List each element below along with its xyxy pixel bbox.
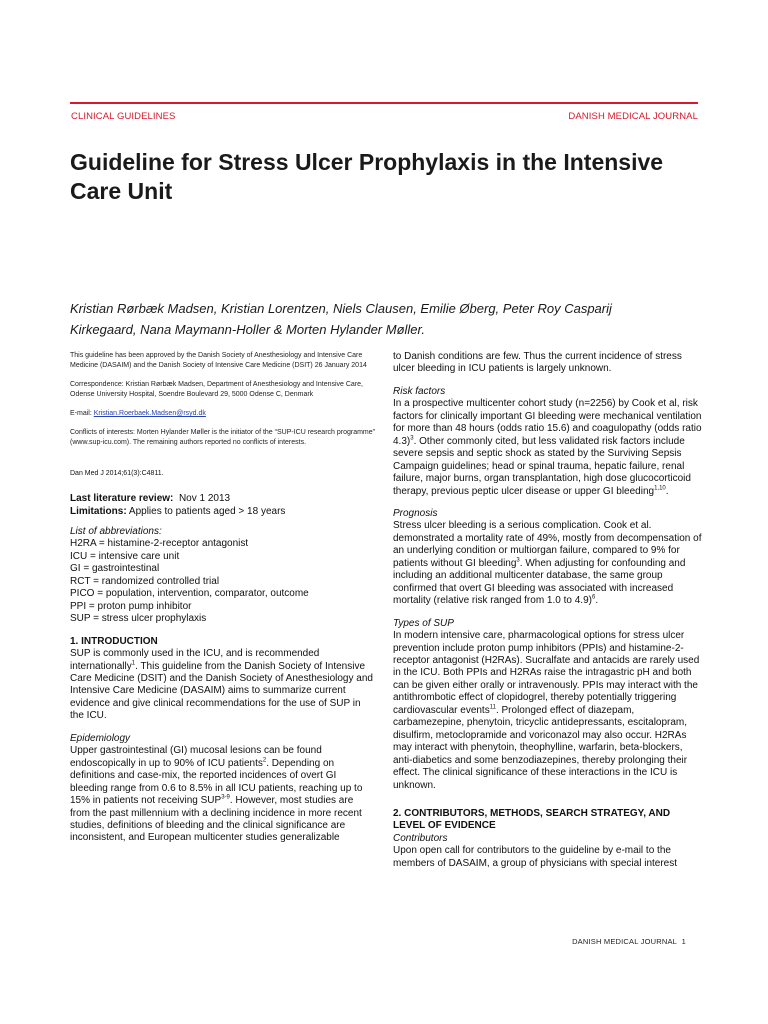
contributors-paragraph: Upon open call for contributors to the guideline by e-mail to the members of DASAIM, a group of physicians with special interest <box>393 845 678 869</box>
epidemiology-heading: Epidemiology <box>70 732 131 744</box>
last-review-label: Last literature review: <box>70 493 174 504</box>
abbreviation-item: ICU = intensive care unit <box>70 550 180 562</box>
epidemiology-continued: to Danish conditions are few. Thus the current incidence of stress ulcer bleeding in ICU patients is largely unknown. <box>393 351 682 375</box>
journal-name: DANISH MEDICAL JOURNAL <box>568 111 698 122</box>
abbreviation-item: SUP = stress ulcer prophylaxis <box>70 613 207 625</box>
header-rule <box>70 102 698 104</box>
abbreviation-heading: List of abbreviations: <box>70 526 162 537</box>
risk-factors-paragraph: In a prospective multicenter cohort study (n=2256) by Cook et al, risk factors for clinically important GI bleeding were mechanical ventilation for more than 48 hours (odds ratio 15.6) and coagulopathy (odds ratio 4.3)$^3$. Other commonly cited, but less validated risk factors include severe sepsis and septic shock as stated by the Surviving Sepsis Campaign guidelines; head or spinal trauma, hepatic failure, renal failure, major burns, organ transplantation, high dose glucocorticoid therapy, previous peptic ulcer disease or upper GI bleeding$^{1,10}$. <box>393 398 702 497</box>
prognosis-paragraph: Stress ulcer bleeding is a serious complication. Cook et al. demonstrated a mortality rate of 49%, mostly from decompensation of an underlying condition or multiorgan failure, compared to 9% for patients without GI bleeding$^3$. When adjusting for confounding and including an additional multicenter database, the same group confirmed that overt GI bleeding was associated with increased mortality (relative risk ranged from 1.0 to 4.9)$^6$. <box>393 520 702 607</box>
introduction-paragraph: SUP is commonly used in the ICU, and is recommended internationally$^1$. This guideline from the Danish Society of Intensive Care Medicine (DSIT) and the Danish Society of Anesthesiology and Intensive Care Medicine (DASAIM) aims to summarize current evidence and give clinical recommendations for the use of SUP in the ICU. <box>70 648 373 722</box>
last-review-value: Nov 1 2013 <box>178 493 231 504</box>
citation-line: Dan Med J 2014;61(3):C4811. <box>70 470 164 477</box>
section-label: CLINICAL GUIDELINES <box>71 111 176 122</box>
conflicts-note: Conflicts of interests: Morten Hylander Møller is the initiator of the “SUP-ICU research programme” (www.sup-icu.com). The remaining authors reported no conflicts of interests. <box>70 429 375 446</box>
email-link[interactable]: Kristian.Roerbaek.Madsen@rsyd.dk <box>93 410 206 417</box>
risk-factors-heading: Risk factors <box>393 385 446 397</box>
left-column <box>70 351 376 845</box>
epidemiology-paragraph: Upper gastrointestinal (GI) mucosal lesions can be found endoscopically in up to 90% of ICU patients$^2$. Depending on definitions and case-mix, the reported incidences of overt GI bleeding range from 0.6 to 8.5% in all ICU patients, reaching up to 15% in patients not receiving SUP$^{3-9}$. However, most studies are from the past millennium with a declining incidence in more recent studies, definitions of bleeding and the clinical significance are inconsistent, and European multicenter studies generalizable <box>70 745 363 844</box>
section-2-heading: 2. CONTRIBUTORS, METHODS, SEARCH STRATEGY, AND LEVEL OF EVIDENCE <box>393 807 671 832</box>
author-list <box>70 298 700 340</box>
author-line-2: Kirkegaard, Nana Maymann-Holler & Morten Hylander Møller. <box>70 322 425 337</box>
email-label: E-mail: <box>70 410 94 417</box>
introduction-heading: 1. INTRODUCTION <box>70 635 158 647</box>
footer-journal: DANISH MEDICAL JOURNAL <box>572 937 678 946</box>
limitations-value: Applies to patients aged > 18 years <box>128 505 286 517</box>
abbreviation-list <box>70 526 376 626</box>
right-column <box>393 351 703 870</box>
author-line-1: Kristian Rørbæk Madsen, Kristian Lorentzen, Niels Clausen, Emilie Øberg, Peter Roy Casparij <box>70 301 612 316</box>
abbreviation-item: PPI = proton pump inhibitor <box>70 600 192 612</box>
approval-note: This guideline has been approved by the Danish Society of Anesthesiology and Intensive Care Medicine (DASAIM) and the Danish Society of Intensive Care Medicine (DSIT) 26 January 2014 <box>70 352 367 369</box>
abbreviation-item: GI = gastrointestinal <box>70 563 160 575</box>
abbreviation-item: PICO = population, intervention, comparator, outcome <box>70 588 309 600</box>
limitations-line <box>70 506 376 519</box>
abbreviation-item: RCT = randomized controlled trial <box>70 575 220 587</box>
page-number: 1 <box>681 937 686 946</box>
prognosis-heading: Prognosis <box>393 507 438 519</box>
contributors-heading: Contributors <box>393 832 448 844</box>
types-of-sup-paragraph: In modern intensive care, pharmacological options for stress ulcer prevention include proton pump inhibitors (PPIs) and histamine-2-receptor antagonist (H2RAs). Sucralfate and antacids are rarely used in the ICU. Both PPIs and H2RAs raise the intragastric pH and both can be given either orally or intravenously. PPIs may interact with the antithrombotic effect of clopidogrel, thereby potentially triggering cardiovascular events$^{11}$. Prolonged effect of diazepam, carbamezepine, phenytoin, tricyclic antidepressants, escitalopram, disulfirm, metoclopramide and voriconazol may also occur. H2RAs may interact with phenytoin, theophylline, warfarin, beta-blockers, anti-diabetics and some benzodiazepines, thereby prolonging their effect. The clinical significance of these interactions in the ICU is unknown. <box>393 630 700 791</box>
limitations-label: Limitations: <box>70 505 127 517</box>
correspondence-note: Correspondence: Kristian Rørbæk Madsen, Department of Anesthesiology and Intensive Care, Odense University Hospital, Soendre Boulevard 29, 5000 Odense C, Denmark <box>70 381 363 398</box>
page-footer <box>572 937 686 946</box>
abbreviation-item: H2RA = histamine-2-receptor antagonist <box>70 538 249 550</box>
email-line <box>70 409 376 419</box>
types-of-sup-heading: Types of SUP <box>393 617 454 629</box>
article-title: Guideline for Stress Ulcer Prophylaxis in the Intensive Care Unit <box>70 149 664 204</box>
last-review-line <box>70 493 376 506</box>
